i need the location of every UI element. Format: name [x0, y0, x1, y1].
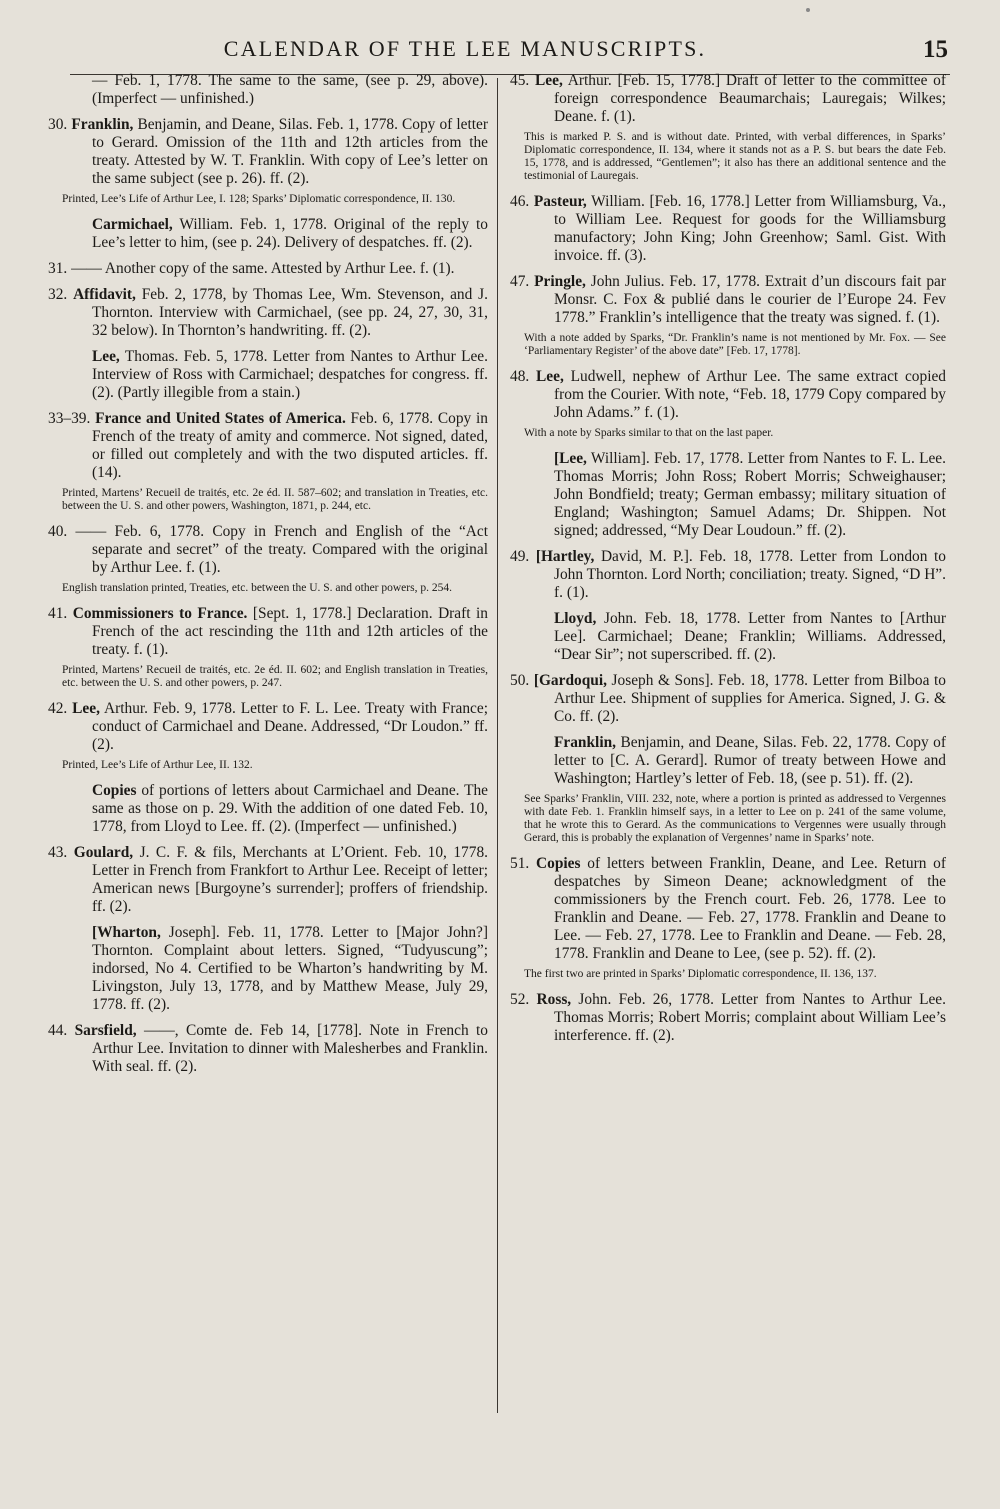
calendar-entry: [48, 286, 488, 340]
entry-text: William. Feb. 1, 1778. Original of the reply to Lee’s letter to him, (see p. 24). Delivery of despatches. ff. (2).: [92, 216, 488, 251]
entry-number: 31.: [48, 260, 68, 277]
entry-number: 43.: [48, 844, 68, 861]
entry-number: 46.: [510, 193, 530, 210]
calendar-entry: [510, 991, 946, 1045]
entry-name: Lee,: [72, 700, 100, 717]
right-column: [510, 72, 946, 1417]
footnote-text: Printed, Lee’s Life of Arthur Lee, II. 132.: [62, 759, 253, 771]
entry-text: Arthur. Feb. 9, 1778. Letter to F. L. Lee. Treaty with France; conduct of Carmichael and Deane. Addressed, “Dr Loudon.” ff. (2).: [92, 700, 488, 753]
entry-name: Lee,: [536, 368, 564, 385]
entry-text: Benjamin, and Deane, Silas. Feb. 22, 1778. Copy of letter to [C. A. Gerard]. Rumor of treaty between Howe and Washington; Hartley’s letter of Feb. 18, (see p. 51). ff. (2).: [554, 734, 946, 787]
calendar-entry: [48, 844, 488, 916]
entry-text: — Feb. 1, 1778. The same to the same, (see p. 29, above). (Imperfect — unfinished.): [92, 72, 488, 107]
column-divider: [497, 78, 498, 1413]
entry-name: Commissioners to France.: [72, 605, 248, 622]
footnote: [48, 664, 488, 690]
footnote-text: Printed, Lee’s Life of Arthur Lee, I. 128; Sparks’ Diplomatic correspondence, II. 130.: [62, 193, 456, 205]
entry-name: Lloyd,: [554, 610, 597, 627]
calendar-entry: [48, 348, 488, 402]
entry-name: Pringle,: [534, 273, 586, 290]
entry-number: 41.: [48, 605, 68, 622]
calendar-entry: [48, 924, 488, 1014]
entry-text: Benjamin, and Deane, Silas. Feb. 1, 1778. Copy of letter to Gerard. Omission of the 11th and 12th articles from the treaty. Attested by W. T. Franklin. With copy of Lee’s letter on the same subject (see p. 26). ff. (2).: [92, 116, 488, 187]
running-title: CALENDAR OF THE LEE MANUSCRIPTS.: [223, 36, 707, 61]
entry-text: of letters between Franklin, Deane, and Lee. Return of despatches by Simeon Deane; acknowledgment of the commissioners by the French court. Feb. 26, 1778. Lee to Franklin and Deane. — Feb. 27, 1778. Franklin and Deane to Lee. — Feb. 27, 1778. Lee to Franklin and Deane. — Feb. 28, 1778. Franklin and Deane to Lee, (see p. 52). ff. (2).: [554, 855, 946, 962]
calendar-entry: [510, 855, 946, 963]
entry-name: Ross,: [536, 991, 572, 1008]
footnote: [48, 759, 488, 772]
footnote: [510, 332, 946, 358]
calendar-entry: [48, 410, 488, 482]
entry-text: [Sept. 1, 1778.] Declaration. Draft in French of the act rescinding the 11th and 12th articles of the treaty. f. (1).: [92, 605, 488, 658]
entry-text: William. [Feb. 16, 1778.] Letter from Williamsburg, Va., to William Lee. Request for goods for the Williamsburg manufactory; John King; John Greenhow; Saml. Gist. With invoice. ff. (3).: [554, 193, 946, 264]
entry-text: J. C. F. & fils, Merchants at L’Orient. Feb. 10, 1778. Letter in French from Frankfort to Arthur Lee. Receipt of letter; American news [Burgoyne’s surrender]; proffers of friendship. ff. (2).: [92, 844, 488, 915]
entry-name: Copies: [92, 782, 137, 799]
entry-name: Sarsfield,: [74, 1022, 137, 1039]
page-header: [70, 34, 950, 75]
calendar-entry: [48, 260, 488, 278]
entry-text: William]. Feb. 17, 1778. Letter from Nantes to F. L. Lee. Thomas Morris; John Ross; Robert Morris; Schweighauser; John Bondfield; treaty; German embassy; military situation of England; Washington; Samuel Adams; Dr. Shippen. Not signed; addressed, “My Dear Loudoun.” ff. (2).: [554, 450, 946, 539]
entry-text: Joseph & Sons]. Feb. 18, 1778. Letter from Bilboa to Arthur Lee. Shipment of supplies for America. Signed, J. G. & Co. ff. (2).: [554, 672, 946, 725]
entry-text: John. Feb. 26, 1778. Letter from Nantes to Arthur Lee. Thomas Morris; Robert Morris; complaint about William Lee’s interference. ff. (2).: [554, 991, 946, 1044]
calendar-entry: [48, 700, 488, 754]
entry-name: Carmichael,: [92, 216, 173, 233]
entry-name: Franklin,: [554, 734, 617, 751]
entry-number: 51.: [510, 855, 530, 872]
entry-number: 48.: [510, 368, 530, 385]
entry-name: France and United States of America.: [95, 410, 346, 427]
entry-text: John Julius. Feb. 17, 1778. Extrait d’un discours fait par Monsr. C. Fox & publié dans le courier de l’Europe 24. Fev 1778.” Franklin’s intelligence that the treaty was signed. f. (1).: [554, 273, 946, 326]
calendar-entry: [48, 1022, 488, 1076]
entry-number: 47.: [510, 273, 530, 290]
entry-name: Pasteur,: [533, 193, 587, 210]
entry-text: of portions of letters about Carmichael and Deane. The same as those on p. 29. With the addition of one dated Feb. 10, 1778, from Lloyd to Lee. ff. (2). (Imperfect — unfinished.): [92, 782, 488, 835]
entry-number: 52.: [510, 991, 530, 1008]
entry-number: 42.: [48, 700, 68, 717]
entry-name: Lee,: [92, 348, 120, 365]
entry-number: 44.: [48, 1022, 68, 1039]
footnote: [48, 582, 488, 595]
entry-number: 49.: [510, 548, 530, 565]
footnote: [48, 487, 488, 513]
entry-number: 32.: [48, 286, 68, 303]
footnote-text: With a note added by Sparks, “Dr. Franklin’s name is not mentioned by Mr. Fox. — See ‘Parliamentary Register’ of the above date” [Feb. 17, 1778].: [524, 332, 946, 357]
entry-text: Arthur. [Feb. 15, 1778.] Draft of letter to the committee of foreign correspondence Beaumarchais; Lauregais; Wilkes; Deane. f. (1).: [554, 72, 946, 125]
entry-name: [Lee,: [554, 450, 587, 467]
footnote: [510, 968, 946, 981]
calendar-entry: [510, 72, 946, 126]
calendar-entry: [510, 273, 946, 327]
footnote-text: Printed, Martens’ Recueil de traités, etc. 2e éd. II. 587–602; and translation in Treaties, etc. between the U. S. and other powers, Washington, 1871, p. 244, etc.: [62, 487, 488, 512]
entry-text: Thomas. Feb. 5, 1778. Letter from Nantes to Arthur Lee. Interview of Ross with Carmichael; despatches for congress. ff. (2). (Partly illegible from a stain.): [92, 348, 488, 401]
entry-text: John. Feb. 18, 1778. Letter from Nantes to [Arthur Lee]. Carmichael; Deane; Franklin; Williams. Addressed, “Dear Sir”; not superscribed. ff. (2).: [554, 610, 946, 663]
entry-name: [Hartley,: [535, 548, 595, 565]
footnote-text: With a note by Sparks similar to that on the last paper.: [524, 427, 774, 439]
entry-name: [Wharton,: [92, 924, 161, 941]
page-number: 15: [923, 36, 948, 63]
calendar-entry: [510, 672, 946, 726]
footnote: [510, 793, 946, 845]
entry-name: Goulard,: [73, 844, 134, 861]
calendar-entry: [510, 548, 946, 602]
calendar-entry: [48, 116, 488, 188]
footnote-text: English translation printed, Treaties, etc. between the U. S. and other powers, p. 254.: [62, 582, 452, 594]
calendar-entry: [48, 605, 488, 659]
entry-number: 40.: [48, 523, 68, 540]
ink-speck: [806, 8, 810, 12]
entry-text: David, M. P.]. Feb. 18, 1778. Letter from London to John Thornton. Lord North; conciliation; treaty. Signed, “D H”. f. (1).: [554, 548, 946, 601]
entry-text: Feb. 2, 1778, by Thomas Lee, Wm. Stevenson, and J. Thornton. Interview with Carmichael, (see pp. 24, 27, 30, 31, 32 below). In Thornton’s handwriting. ff. (2).: [92, 286, 488, 339]
entry-name: Affidavit,: [73, 286, 136, 303]
footnote-text: Printed, Martens’ Recueil de traités, etc. 2e éd. II. 602; and English translation in Treaties, etc. between the U. S. and other powers, p. 247.: [62, 664, 488, 689]
entry-text: —— Feb. 6, 1778. Copy in French and English of the “Act separate and secret” of the treaty. Compared with the original by Arthur Lee. f. (1).: [75, 523, 488, 576]
footnote: [48, 193, 488, 206]
entry-name: Lee,: [535, 72, 563, 89]
entry-number: 50.: [510, 672, 530, 689]
entry-name: [Gardoqui,: [533, 672, 607, 689]
footnote-text: The first two are printed in Sparks’ Diplomatic correspondence, II. 136, 137.: [524, 968, 877, 980]
left-column: [48, 72, 488, 1417]
footnote: [510, 427, 946, 440]
entry-number: 45.: [510, 72, 530, 89]
footnote: [510, 131, 946, 183]
calendar-entry: [48, 523, 488, 577]
entry-text: Feb. 6, 1778. Copy in French of the treaty of amity and commerce. Not signed, dated, or filled out completely and with the two disputed articles. ff. (14).: [92, 410, 488, 481]
entry-text: ——, Comte de. Feb 14, [1778]. Note in French to Arthur Lee. Invitation to dinner with Malesherbes and Franklin. With seal. ff. (2).: [92, 1022, 488, 1075]
calendar-entry: [48, 782, 488, 836]
entry-text: Ludwell, nephew of Arthur Lee. The same extract copied from the Courier. With note, “Feb. 18, 1779 Copy compared by John Adams.” f. (1).: [554, 368, 946, 421]
entry-name: Copies: [536, 855, 581, 872]
footnote-text: See Sparks’ Franklin, VIII. 232, note, where a portion is printed as addressed to Vergennes with date Feb. 1. Franklin himself says, in a letter to Lee on p. 241 of the same volume, that he wrote this to Gerard. As the communications to Vergennes were usually through Gerard, this is probably the explanation of Vergennes’ name in Sparks’ note.: [524, 793, 946, 844]
calendar-entry: [510, 610, 946, 664]
entry-text: —— Another copy of the same. Attested by Arthur Lee. f. (1).: [71, 260, 455, 277]
calendar-entry: [48, 72, 488, 108]
entry-number: 30.: [48, 116, 68, 133]
calendar-entry: [510, 450, 946, 540]
footnote-text: This is marked P. S. and is without date. Printed, with verbal differences, in Sparks’ Diplomatic correspondence, II. 134, where it stands not as a P. S. but bears the date Feb. 15, 1778, and is addressed, “Gentlemen”; it also has there an additional sentence and the testimonial of Lauregais.: [524, 131, 946, 182]
calendar-entry: [510, 734, 946, 788]
calendar-entry: [510, 368, 946, 422]
calendar-entry: [48, 216, 488, 252]
calendar-entry: [510, 193, 946, 265]
entry-text: Joseph]. Feb. 11, 1778. Letter to [Major John?] Thornton. Complaint about letters. Signed, “Tudyuscung”; indorsed, No 4. Certified to be Wharton’s handwriting by M. Livingston, July 13, 1778, and by Matthew Mease, July 29, 1778. ff. (2).: [92, 924, 488, 1013]
entry-number: 33–39.: [48, 410, 91, 427]
entry-name: Franklin,: [71, 116, 134, 133]
